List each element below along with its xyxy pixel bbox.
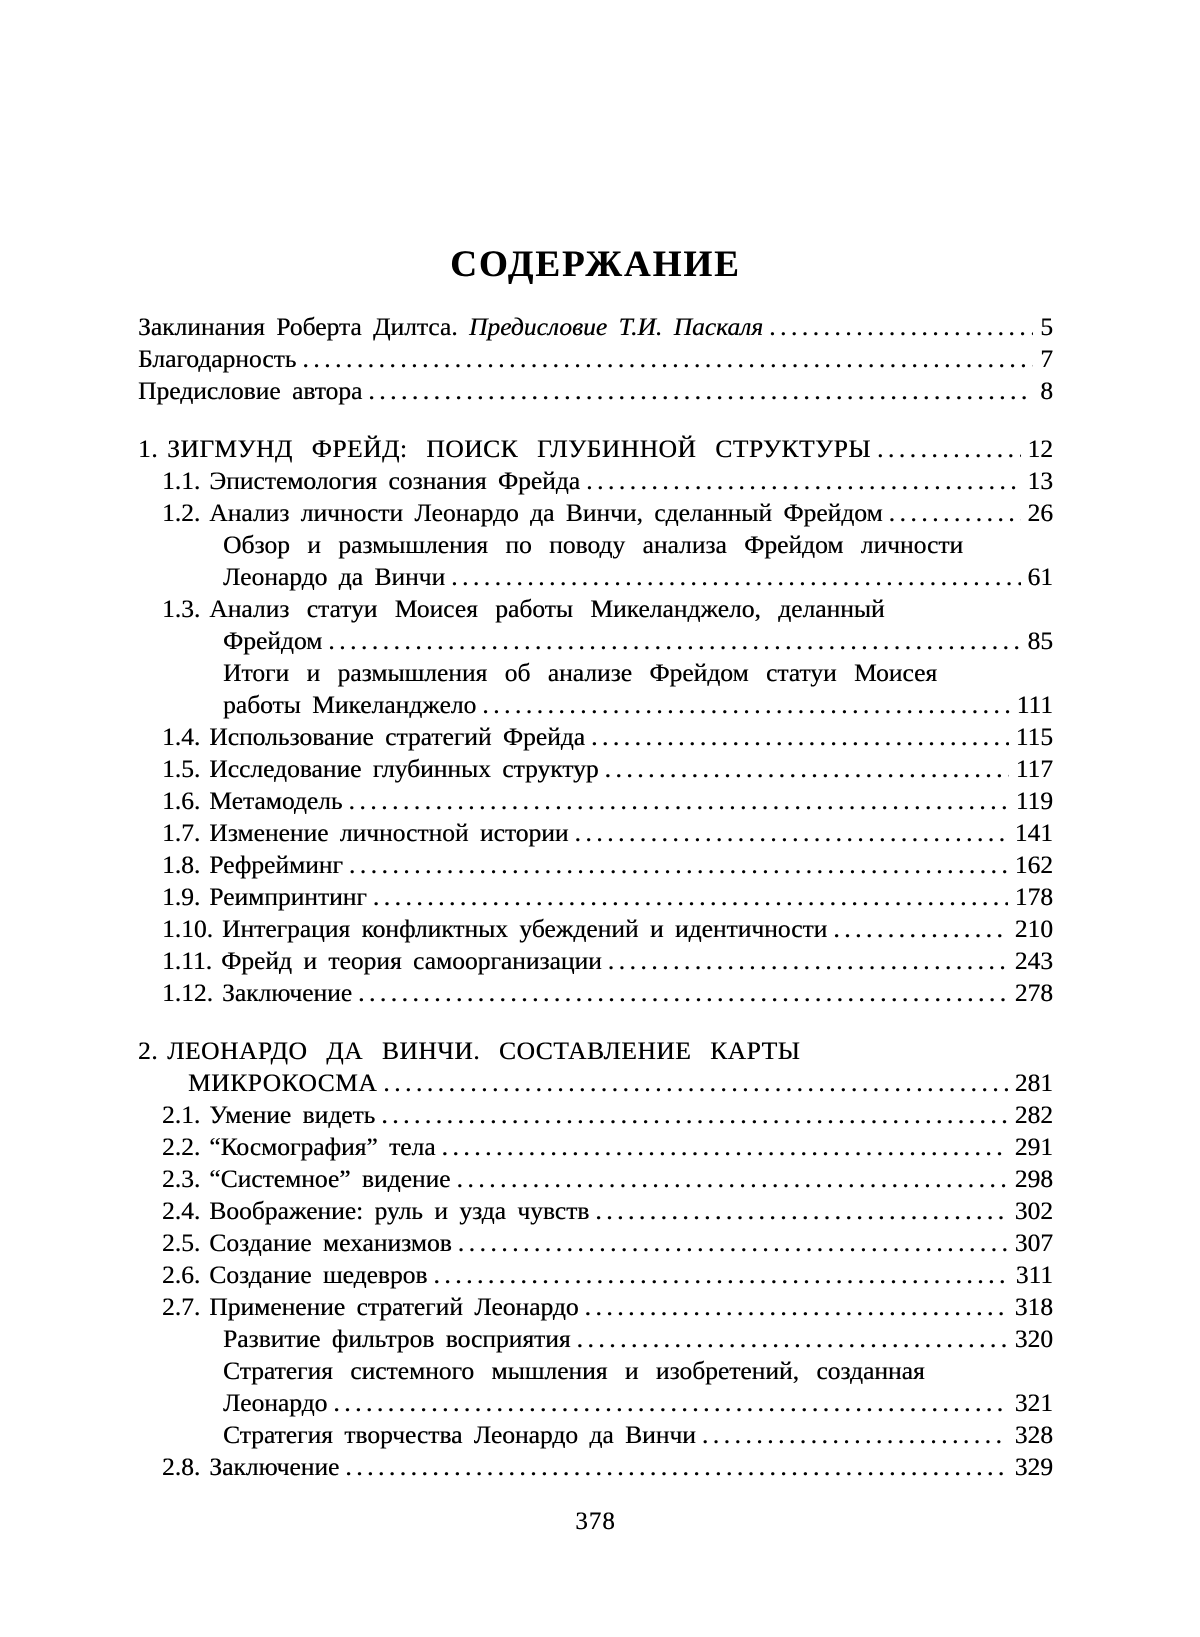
toc-entry-title: Заклинания Роберта Дилтса. <box>138 312 469 341</box>
dot-leader <box>345 849 1008 881</box>
toc-entry-title: Итоги и размышления об анализе Фрейдом статуи Моисея <box>223 658 938 687</box>
toc-entry-label <box>162 721 585 753</box>
toc-entry-title: Стратегия творчества Леонардо да Винчи <box>223 1420 696 1449</box>
toc-entry-label <box>162 913 827 945</box>
dot-leader <box>478 689 1009 721</box>
toc-entry-page: 318 <box>1014 1292 1053 1321</box>
toc-entry <box>138 817 1053 849</box>
toc-entry <box>138 689 1053 721</box>
toc-entry-label <box>162 1131 436 1163</box>
dot-leader <box>341 1451 1007 1483</box>
toc-entry <box>138 945 1053 977</box>
toc-entry-label <box>223 561 445 593</box>
toc-entry <box>138 721 1053 753</box>
toc-entry-title: Создание механизмов <box>209 1228 452 1257</box>
toc-entry <box>138 1355 1053 1387</box>
toc-entry-page: 115 <box>1015 722 1053 751</box>
toc-entry-label <box>223 689 476 721</box>
toc-entry-number: 1.2. <box>162 498 201 527</box>
toc-entry <box>138 657 1053 689</box>
toc-entry-title: Заключение <box>222 978 353 1007</box>
toc-entry <box>138 1099 1053 1131</box>
toc-entry <box>138 881 1053 913</box>
dot-leader <box>581 1291 1008 1323</box>
toc-entry-label <box>162 465 580 497</box>
toc-entry-page: 111 <box>1016 690 1053 719</box>
dot-leader <box>329 1387 1007 1419</box>
toc-entry <box>138 1131 1053 1163</box>
toc-entry-label <box>138 311 763 343</box>
toc-entry-page: 13 <box>1027 466 1053 495</box>
dot-leader <box>570 817 1007 849</box>
toc-entry-title: Предисловие автора <box>138 376 363 405</box>
toc-entry-label <box>162 1227 452 1259</box>
dot-leader <box>582 465 1020 497</box>
toc-entry-label <box>162 1451 339 1483</box>
dot-leader <box>298 343 1033 375</box>
toc-entry-page: 311 <box>1015 1260 1053 1289</box>
toc-entry-label <box>138 343 296 375</box>
toc-entry <box>138 375 1053 407</box>
toc-entry <box>138 1035 1053 1067</box>
toc-entry-number: 1.6. <box>162 786 201 815</box>
toc-entry-number: 2.1. <box>162 1100 201 1129</box>
toc-entry-label <box>223 1323 571 1355</box>
dot-leader <box>454 1227 1008 1259</box>
toc-entry-title: Воображение: руль и узда чувств <box>209 1196 590 1225</box>
toc-entry-label <box>162 817 568 849</box>
dot-leader <box>601 753 1009 785</box>
toc-entry <box>138 1291 1053 1323</box>
toc-entry <box>138 529 1053 561</box>
toc-entry-number: 1.1. <box>162 466 201 495</box>
toc-entry-page: 302 <box>1014 1196 1053 1225</box>
dot-leader <box>573 1323 1008 1355</box>
toc-entry-page: 162 <box>1014 850 1053 879</box>
toc-entry-number: 2.2. <box>162 1132 201 1161</box>
toc-entry-title: Леонардо <box>223 1388 328 1417</box>
toc-entry-page: 7 <box>1040 344 1053 373</box>
toc-entry-page: 282 <box>1014 1100 1053 1129</box>
toc-entry-page: 320 <box>1014 1324 1053 1353</box>
toc-entry <box>138 1195 1053 1227</box>
toc-entry-number: 2. <box>138 1036 159 1065</box>
toc-entry-label <box>162 945 602 977</box>
toc-entry <box>138 1067 1053 1099</box>
toc-entry-title: Применение стратегий Леонардо <box>209 1292 579 1321</box>
toc-entry-title: “Космография” тела <box>209 1132 436 1161</box>
toc-entry-title: Изменение личностной истории <box>209 818 569 847</box>
toc-entry-label <box>223 1419 696 1451</box>
toc-entry-label <box>162 1099 375 1131</box>
toc-entry-title: Анализ статуи Моисея работы Микеланджело, деланный <box>209 594 885 623</box>
toc-entry-page: 26 <box>1027 498 1053 527</box>
toc-entry-label <box>162 1291 579 1323</box>
toc-entry-title: Эпистемология сознания Фрейда <box>209 466 581 495</box>
dot-leader <box>379 1067 1008 1099</box>
dot-leader <box>591 1195 1007 1227</box>
toc-entry-title: Создание шедевров <box>209 1260 428 1289</box>
toc-entry-page: 119 <box>1015 786 1053 815</box>
toc-entry-label <box>138 375 362 407</box>
toc-entry <box>138 1163 1053 1195</box>
toc-entry <box>138 1387 1053 1419</box>
toc-entry-title: Благодарность <box>138 344 297 373</box>
toc-entry-label <box>223 625 322 657</box>
toc-entry <box>138 785 1053 817</box>
toc-entry-page: 117 <box>1015 754 1053 783</box>
toc-entry <box>138 1259 1053 1291</box>
toc-entry-label <box>162 1163 450 1195</box>
toc-entry-page: 61 <box>1027 562 1053 591</box>
toc-entry-label <box>162 785 342 817</box>
toc-entry-number: 1.4. <box>162 722 201 751</box>
toc-entry-title: Леонардо да Винчи <box>223 562 446 591</box>
toc-entry-title: Фрейд и теория самоорганизации <box>221 946 602 975</box>
toc-entry-title: Стратегия системного мышления и изобретений, созданная <box>223 1356 925 1385</box>
toc-entry <box>138 625 1053 657</box>
toc-entry-title: Использование стратегий Фрейда <box>209 722 586 751</box>
toc-entry-number: 1.3. <box>162 594 201 623</box>
toc-entry-title: ЗИГМУНД ФРЕЙД: ПОИСК ГЛУБИННОЙ СТРУКТУРЫ <box>167 434 871 463</box>
toc-entry-page: 278 <box>1014 978 1053 1007</box>
toc-entry-title: МИКРОКОСМА <box>188 1068 378 1097</box>
toc-entry-page: 328 <box>1014 1420 1053 1449</box>
toc-entry <box>138 977 1053 1009</box>
toc-entry-page: 178 <box>1014 882 1053 911</box>
toc-entry-page: 329 <box>1014 1452 1053 1481</box>
toc-entry-label <box>138 433 871 465</box>
toc-entry-title: Исследование глубинных структур <box>209 754 599 783</box>
toc-entry-page: 291 <box>1014 1132 1053 1161</box>
dot-leader <box>429 1259 1008 1291</box>
page-title: СОДЕРЖАНИЕ <box>450 244 741 285</box>
toc-entry <box>138 1419 1053 1451</box>
dot-leader <box>698 1419 1008 1451</box>
toc-entry-label <box>223 1387 327 1419</box>
toc-entry-title: Реимпринтинг <box>209 882 367 911</box>
toc-entry-label <box>138 1035 800 1067</box>
toc-entry-number: 1.5. <box>162 754 201 783</box>
toc-entry-number: 2.3. <box>162 1164 201 1193</box>
dot-leader <box>829 913 1007 945</box>
footer-page-number: 378 <box>575 1508 616 1535</box>
toc-entry-page: 85 <box>1027 626 1053 655</box>
toc-entry-number: 2.4. <box>162 1196 201 1225</box>
toc-entry-title: Анализ личности Леонардо да Винчи, сделанный Фрейдом <box>209 498 883 527</box>
toc-entry-label <box>188 1067 377 1099</box>
dot-leader <box>377 1099 1007 1131</box>
dot-leader <box>354 977 1008 1009</box>
toc-entry-title: ЛЕОНАРДО ДА ВИНЧИ. СОСТАВЛЕНИЕ КАРТЫ <box>167 1036 801 1065</box>
toc-entry-number: 1.7. <box>162 818 201 847</box>
toc-entry-page: 307 <box>1014 1228 1053 1257</box>
toc-entry-number: 1. <box>138 434 159 463</box>
toc-entry-number: 1.10. <box>162 914 213 943</box>
toc-entry-page: 321 <box>1014 1388 1053 1417</box>
toc-entry <box>138 497 1053 529</box>
toc-entry-label <box>162 753 599 785</box>
toc-entry <box>138 1323 1053 1355</box>
toc-entry-subtitle-italic: Предисловие Т.И. Паскаля <box>468 312 764 341</box>
dot-leader <box>452 1163 1007 1195</box>
dot-leader <box>324 625 1020 657</box>
toc-entry <box>138 753 1053 785</box>
toc-entry-label <box>162 593 885 625</box>
toc-entry-title: Развитие фильтров восприятия <box>223 1324 571 1353</box>
dot-leader <box>369 881 1008 913</box>
toc-entry-number: 2.8. <box>162 1452 201 1481</box>
toc-entry-label <box>162 977 352 1009</box>
toc-entry-label <box>223 657 937 689</box>
toc-entry <box>138 433 1053 465</box>
toc-entry-number: 1.9. <box>162 882 201 911</box>
toc-entry-title: “Системное” видение <box>209 1164 451 1193</box>
dot-leader <box>604 945 1008 977</box>
toc-entry-title: Заключение <box>209 1452 340 1481</box>
dot-leader <box>364 375 1033 407</box>
toc-entry <box>138 849 1053 881</box>
toc-entry <box>138 561 1053 593</box>
toc-entry-page: 243 <box>1014 946 1053 975</box>
toc-entry-label <box>162 1259 427 1291</box>
toc-entry-number: 1.11. <box>162 946 213 975</box>
toc-list <box>138 311 1053 1483</box>
toc-entry-label <box>162 497 883 529</box>
toc-entry-number: 2.6. <box>162 1260 201 1289</box>
toc-entry <box>138 1227 1053 1259</box>
dot-leader <box>873 433 1021 465</box>
toc-entry <box>138 593 1053 625</box>
toc-entry-label <box>223 1355 925 1387</box>
toc-entry <box>138 343 1053 375</box>
toc-entry-page: 5 <box>1040 312 1053 341</box>
toc-entry-page: 298 <box>1014 1164 1053 1193</box>
toc-entry-page: 210 <box>1014 914 1053 943</box>
toc-entry <box>138 913 1053 945</box>
toc-entry-page: 8 <box>1040 376 1053 405</box>
dot-leader <box>438 1131 1008 1163</box>
dot-leader <box>885 497 1021 529</box>
toc-entry-label <box>162 881 367 913</box>
toc-entry-title: Умение видеть <box>209 1100 376 1129</box>
dot-leader <box>765 311 1033 343</box>
toc-entry <box>138 1451 1053 1483</box>
toc-entry-page: 141 <box>1014 818 1053 847</box>
toc-entry-label <box>162 849 343 881</box>
toc-entry-number: 2.5. <box>162 1228 201 1257</box>
toc-entry <box>138 311 1053 343</box>
toc-entry-number: 1.8. <box>162 850 201 879</box>
toc-entry-title: Метамодель <box>209 786 343 815</box>
toc-entry-title: Рефрейминг <box>209 850 343 879</box>
dot-leader <box>344 785 1008 817</box>
toc-entry-page: 281 <box>1014 1068 1053 1097</box>
toc-entry-number: 2.7. <box>162 1292 201 1321</box>
toc-entry-title: Фрейдом <box>223 626 323 655</box>
toc-entry-label <box>162 1195 589 1227</box>
toc-entry-number: 1.12. <box>162 978 213 1007</box>
toc-entry-title: Интеграция конфликтных убеждений и идентичности <box>222 914 828 943</box>
dot-leader <box>587 721 1009 753</box>
toc-entry-label <box>223 529 963 561</box>
toc-entry-page: 12 <box>1027 434 1053 463</box>
dot-leader <box>447 561 1020 593</box>
toc-entry-title: работы Микеланджело <box>223 690 477 719</box>
toc-entry-title: Обзор и размышления по поводу анализа Фрейдом личности <box>223 530 964 559</box>
toc-entry <box>138 465 1053 497</box>
